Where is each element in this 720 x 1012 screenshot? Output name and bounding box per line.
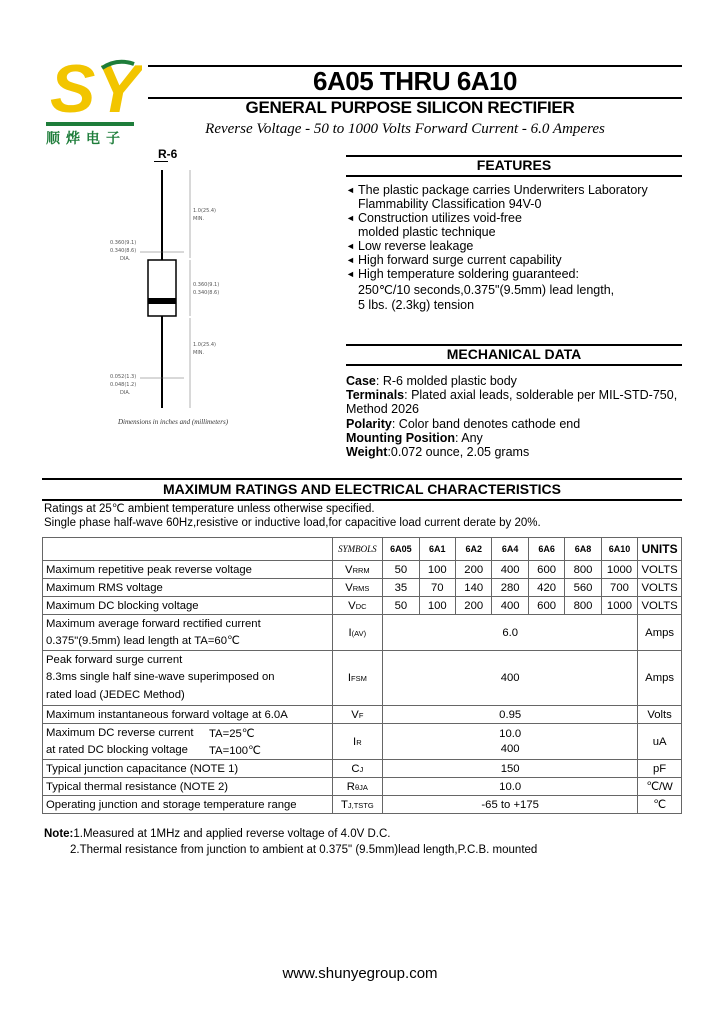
cathode-band [148, 298, 176, 304]
param-cell: Maximum repetitive peak reverse voltage [43, 561, 333, 579]
param-cell: Typical junction capacitance (NOTE 1) [43, 760, 333, 778]
symbol-cell: IFSM [332, 651, 383, 706]
value-cell: 140 [456, 579, 492, 597]
table-row [43, 579, 682, 597]
part-header: 6A05 [383, 538, 419, 561]
value-cell: 280 [492, 579, 528, 597]
diode-body [148, 260, 176, 316]
feature-item: ◄ Low reverse leakage [346, 239, 474, 253]
mechanical-list [346, 374, 686, 459]
dim-text: MIN. [193, 350, 205, 356]
feature-extra: 250℃/10 seconds,0.375"(9.5mm) lead length, 5 lbs. (2.3kg) tension [358, 283, 615, 312]
symbol-cell: CJ [332, 760, 383, 778]
param-cell: Peak forward surge current 8.3ms single half sine-wave superimposed on rated load (JEDEC Method) [43, 651, 333, 706]
ratings-heading: MAXIMUM RATINGS AND ELECTRICAL CHARACTERISTICS [163, 481, 561, 497]
table-row [43, 561, 682, 579]
r6-package-drawing [100, 160, 250, 420]
table-cell [43, 538, 333, 561]
part-header: 6A1 [419, 538, 455, 561]
value-cell: 800 [565, 561, 601, 579]
value-cell: 6.0 [383, 615, 638, 651]
value-cell: 420 [528, 579, 564, 597]
bullet-arrow-icon: ◄ [346, 185, 355, 195]
table-row [43, 597, 682, 615]
symbol-cell: I(AV) [332, 615, 383, 651]
page-title: 6A05 THRU 6A10 [313, 66, 517, 96]
bullet-arrow-icon: ◄ [346, 255, 355, 265]
mechanical-item: Case: R-6 molded plastic body [346, 374, 517, 388]
rating-line: Reverse Voltage - 50 to 1000 Volts Forward Current - 6.0 Amperes [205, 121, 605, 137]
value-cell: 1000 [601, 561, 637, 579]
symbol-cell: VRRM [332, 561, 383, 579]
value-cell: 400 [492, 561, 528, 579]
company-logo [42, 50, 142, 128]
value-cell: 560 [565, 579, 601, 597]
note-1: Note:1.Measured at 1MHz and applied reverse voltage of 4.0V D.C. [44, 828, 391, 840]
feature-item: ◄ High forward surge current capability [346, 253, 562, 267]
note-2: 2.Thermal resistance from junction to ambient at 0.375" (9.5mm)lead length,P.C.B. mounted [70, 844, 538, 856]
param-cell: Maximum instantaneous forward voltage at 6.0A [43, 706, 333, 724]
value-cell: 600 [528, 561, 564, 579]
value-cell: 70 [419, 579, 455, 597]
value-cell: 1000 [601, 597, 637, 615]
bullet-arrow-icon: ◄ [346, 213, 355, 223]
dim-text: 0.340(8.6) [110, 248, 137, 254]
value-cell: 50 [383, 561, 419, 579]
notes [44, 826, 537, 858]
units-header: UNITS [638, 538, 682, 561]
table-row [43, 778, 682, 796]
symbols-header: SYMBOLS [332, 538, 383, 561]
mechanical-item: Mounting Position: Any [346, 430, 483, 445]
dimension-caption: Dimensions in inches and (millimeters) [118, 418, 229, 426]
value-cell: 600 [528, 597, 564, 615]
part-header: 6A8 [565, 538, 601, 561]
table-row [43, 760, 682, 778]
table-header-row [43, 538, 682, 561]
dim-text: 1.0(25.4) [193, 342, 216, 348]
value-cell: 35 [383, 579, 419, 597]
features-heading: FEATURES [476, 157, 552, 173]
symbol-cell: RθJA [332, 778, 383, 796]
value-cell: 400 [383, 651, 638, 706]
param-cell: Typical thermal resistance (NOTE 2) [43, 778, 333, 796]
ratings-note: Ratings at 25℃ ambient temperature unless otherwise specified. Single phase half-wave 60Hz,resistive or inductive load,for capacitive load current derate by 20%. [44, 503, 541, 529]
table-row [43, 615, 682, 651]
mechanical-item: Polarity: Color band denotes cathode end [346, 416, 581, 431]
ratings-rule-bottom [42, 499, 682, 501]
value-cell: 400 [492, 597, 528, 615]
unit-cell: Amps [638, 651, 682, 706]
unit-cell: pF [638, 760, 682, 778]
symbol-cell: TJ,TSTG [332, 796, 383, 814]
unit-cell: Amps [638, 615, 682, 651]
ratings-rule-top [42, 478, 682, 480]
unit-cell: uA [638, 724, 682, 760]
param-cell: Operating junction and storage temperature range [43, 796, 333, 814]
unit-cell: ℃/W [638, 778, 682, 796]
value-cell: 200 [456, 561, 492, 579]
unit-cell: VOLTS [638, 579, 682, 597]
part-header: 6A10 [601, 538, 637, 561]
part-header: 6A4 [492, 538, 528, 561]
unit-cell: ℃ [638, 796, 682, 814]
table-row [43, 724, 682, 760]
table-row [43, 796, 682, 814]
subtitle: GENERAL PURPOSE SILICON RECTIFIER [245, 98, 575, 117]
table-row [43, 651, 682, 706]
dim-text: 1.0(25.4) [193, 208, 216, 214]
value-cell: 50 [383, 597, 419, 615]
param-cell: Maximum DC blocking voltage [43, 597, 333, 615]
unit-cell: VOLTS [638, 597, 682, 615]
mechanical-item: Terminals: Plated axial leads, solderable per MIL-STD-750, Method 2026 [346, 388, 678, 417]
dim-text: MIN. [193, 216, 205, 222]
part-header: 6A2 [456, 538, 492, 561]
electrical-table [42, 537, 682, 814]
unit-cell: Volts [638, 706, 682, 724]
value-cell: 0.95 [383, 706, 638, 724]
dim-text: 0.360(9.1) [110, 240, 137, 246]
value-cell: 10.0 400 [383, 724, 638, 760]
feature-item: ◄ The plastic package carries Underwriters Laboratory Flammability Classification 94V-0 [346, 183, 648, 211]
mechanical-rule-bottom [346, 364, 682, 366]
part-header: 6A6 [528, 538, 564, 561]
table-row [43, 706, 682, 724]
param-cell: Maximum RMS voltage [43, 579, 333, 597]
value-cell: 100 [419, 597, 455, 615]
unit-cell: VOLTS [638, 561, 682, 579]
symbol-cell: VRMS [332, 579, 383, 597]
features-rule-bottom [346, 175, 682, 177]
feature-item: ◄ Construction utilizes void-free molded plastic technique [346, 211, 522, 239]
logo-letters: SY [50, 51, 141, 127]
value-cell: 150 [383, 760, 638, 778]
symbol-cell: IR [332, 724, 383, 760]
param-cell: Maximum average forward rectified current 0.375"(9.5mm) lead length at TA=60℃ [43, 615, 333, 651]
value-cell: -65 to +175 [383, 796, 638, 814]
footer-url[interactable]: www.shunyegroup.com [282, 965, 438, 982]
mechanical-item: Weight:0.072 ounce, 2.05 grams [346, 445, 530, 460]
symbol-cell: VDC [332, 597, 383, 615]
param-cell: Maximum DC reverse current TA=25℃ at rated DC blocking voltage TA=100℃ [43, 724, 333, 760]
package-label: R-6 [158, 147, 178, 161]
feature-item: ◄ High temperature soldering guaranteed: [346, 267, 579, 281]
features-list [346, 183, 686, 313]
value-cell: 100 [419, 561, 455, 579]
dim-text: 0.360(9.1) [193, 282, 220, 288]
dim-text: 0.048(1.2) [110, 382, 137, 388]
dim-text: DIA. [120, 390, 131, 396]
logo-chinese-text: 顺烨电子 [46, 131, 126, 147]
value-cell: 800 [565, 597, 601, 615]
bullet-arrow-icon: ◄ [346, 241, 355, 251]
mechanical-heading: MECHANICAL DATA [446, 346, 582, 362]
dim-text: 0.052(1.3) [110, 374, 137, 380]
value-cell: 700 [601, 579, 637, 597]
dim-text: 0.340(8.6) [193, 290, 220, 296]
dim-text: DIA. [120, 256, 131, 262]
symbol-cell: VF [332, 706, 383, 724]
bullet-arrow-icon: ◄ [346, 269, 355, 279]
value-cell: 10.0 [383, 778, 638, 796]
value-cell: 200 [456, 597, 492, 615]
